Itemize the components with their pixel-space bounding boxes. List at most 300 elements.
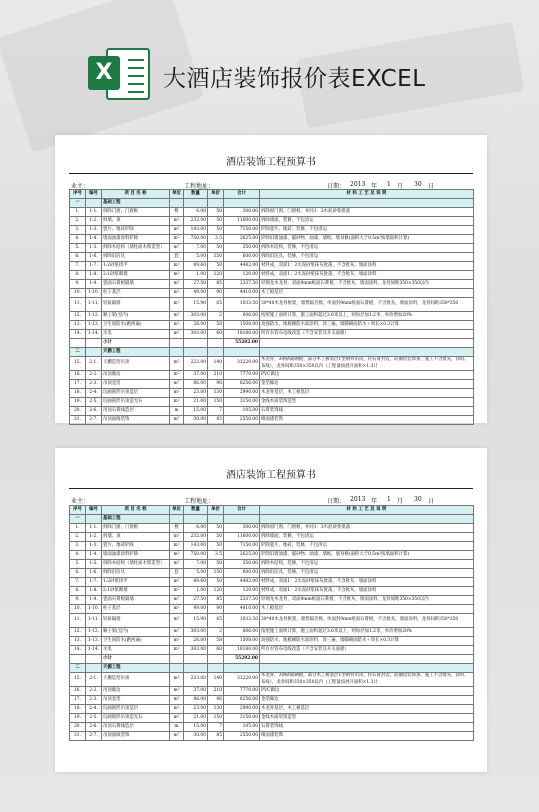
table-cell: 1.00 xyxy=(184,271,208,280)
table-cell: 3. xyxy=(70,542,86,551)
title-underline xyxy=(69,173,473,174)
table-cell: 232.00 xyxy=(184,217,208,226)
table-row xyxy=(70,596,474,605)
table-cell: 13. xyxy=(70,637,86,646)
table-cell: 120 xyxy=(208,587,224,596)
table-cell: 9. xyxy=(70,596,86,605)
table-cell: 10. xyxy=(70,289,86,298)
table-cell: 2550.00 xyxy=(224,732,260,741)
table-row xyxy=(70,226,474,235)
table-cell: 37.00 xyxy=(184,371,208,380)
table-cell: m² xyxy=(170,357,184,371)
table-cell: 柱子基层 xyxy=(102,289,170,298)
table-cell: 细面漆装饰 xyxy=(260,416,474,425)
table-cell: 8256.00 xyxy=(224,696,260,705)
table-cell: 140 xyxy=(208,357,224,371)
table-cell: 21.00 xyxy=(184,714,208,723)
table-cell: 小计 xyxy=(102,655,170,664)
table-cell: 拆除原门窗、门窗框，并同1：3水泥砂浆批荡 xyxy=(260,208,474,217)
table-cell: 拆除木结构（墙柱面木饰造型） xyxy=(102,244,170,253)
table-cell: 13. xyxy=(70,321,86,330)
table-cell: 2-6. xyxy=(86,407,102,416)
table-cell: 15.00 xyxy=(184,723,208,732)
table-cell: 18180.00 xyxy=(224,330,260,339)
meta-date-label: 日期： xyxy=(327,498,346,505)
table-cell: 16. xyxy=(70,371,86,380)
table-cell: 木龙骨基层，木工板基层 xyxy=(260,705,474,714)
table-row xyxy=(70,646,474,655)
table-cell: 2-2. xyxy=(86,371,102,380)
table-cell: 90 xyxy=(208,289,224,298)
table-cell: 2990.00 xyxy=(224,389,260,398)
table-cell: 4. xyxy=(70,551,86,560)
table-cell: 223.00 xyxy=(184,357,208,371)
table-cell: 所有水管布电线改造（不含安装及开关面板） xyxy=(260,330,474,339)
table-cell: 石膏装饰线 xyxy=(260,723,474,732)
sheet-title: 酒店装饰工程预算书 xyxy=(226,157,316,168)
table-cell: 5. xyxy=(70,560,86,569)
table-cell: 2:1砂浆砌墙 xyxy=(102,587,170,596)
table-cell: 高强防水，地板刷防水面涂料，涂三遍，墙脚刷面防水＋周长×0.3计算 xyxy=(260,321,474,330)
table-cell: 1-9. xyxy=(86,596,102,605)
table-cell: 58 xyxy=(208,637,224,646)
table-row xyxy=(70,637,474,646)
table-cell: 轻钢龙木龙骨，双面9mm纸面石膏板，不含批灰，墙面涂料，龙骨间距350×350以内 xyxy=(260,280,474,289)
table-row xyxy=(70,389,474,398)
table-cell: 2337.50 xyxy=(224,596,260,605)
table-cell: 1-10. xyxy=(86,289,102,298)
table-cell: m² xyxy=(170,371,184,380)
table-cell: 30*40木龙骨框架，墙势隔音棉，单面封9mm纸面石膏板，不含批灰，墙面涂料，龙骨间距350*350 xyxy=(260,298,474,312)
table-cell: m² xyxy=(170,628,184,637)
table-cell: m² xyxy=(170,560,184,569)
table-cell: 232.00 xyxy=(184,533,208,542)
table-cell: 27.50 xyxy=(184,596,208,605)
table-cell: 21. xyxy=(70,416,86,425)
table-row xyxy=(70,605,474,614)
table-cell xyxy=(170,664,184,673)
table-cell: 4482.00 xyxy=(224,578,260,587)
table-cell: 玩画圆形吊顶造层 xyxy=(102,705,170,714)
table-cell: 303.00 xyxy=(184,312,208,321)
table-cell: m² xyxy=(170,312,184,321)
column-header: 单价 xyxy=(208,190,224,199)
table-cell: 瓷面石膏板隔墙 xyxy=(102,280,170,289)
table-cell: 1-4. xyxy=(86,235,102,244)
table-cell: 1-8. xyxy=(86,271,102,280)
table-cell: 1508.00 xyxy=(224,321,260,330)
table-cell: 12. xyxy=(70,628,86,637)
table-cell: 7150.00 xyxy=(224,226,260,235)
table-cell: 143.00 xyxy=(184,542,208,551)
table-cell xyxy=(86,339,102,348)
table-cell: 2-5. xyxy=(86,398,102,407)
table-cell: 9. xyxy=(70,280,86,289)
table-cell: 吊顶做边 xyxy=(102,371,170,380)
spreadsheet-preview-bottom xyxy=(55,448,487,772)
table-row xyxy=(70,321,474,330)
table-cell xyxy=(208,339,224,348)
table-row xyxy=(70,407,474,416)
table-cell: 606.00 xyxy=(224,628,260,637)
table-cell xyxy=(184,664,208,673)
table-cell: 按照施工面积计算，施工面积超过3.6米以上，则每层加1.2米，单价增加20% xyxy=(260,312,474,321)
table-cell: 一 xyxy=(70,199,86,208)
table-cell: 6.00 xyxy=(184,208,208,217)
table-cell: 15. xyxy=(70,673,86,687)
table-cell xyxy=(260,664,474,673)
table-cell: 1-6. xyxy=(86,253,102,262)
table-cell: m² xyxy=(170,714,184,723)
table-cell: 玩画圆形吊顶造光石 xyxy=(102,398,170,407)
table-cell: 18. xyxy=(70,389,86,398)
table-cell: PVC做边 xyxy=(260,687,474,696)
table-cell: 3150.00 xyxy=(224,714,260,723)
table-cell: 3150.00 xyxy=(224,398,260,407)
table-cell: 50 xyxy=(208,217,224,226)
table-cell: 49.00 xyxy=(184,289,208,298)
column-header: 单位 xyxy=(170,506,184,515)
table-cell: m² xyxy=(170,673,184,687)
table-row xyxy=(70,298,474,312)
table-cell: 15.00 xyxy=(184,407,208,416)
table-cell: 65 xyxy=(208,298,224,312)
excel-letter-tag: X xyxy=(88,56,120,90)
table-cell xyxy=(70,655,86,664)
table-cell: m² xyxy=(170,705,184,714)
table-cell: 60 xyxy=(208,646,224,655)
table-row xyxy=(70,357,474,371)
table-cell: m² xyxy=(170,542,184,551)
section-row xyxy=(70,664,474,673)
table-row xyxy=(70,398,474,407)
meta-month-unit: 月 xyxy=(397,498,404,505)
table-cell: 材料成，双面1：2水泥砂浆抹灰批荡，不含批灰，墙面涂料 xyxy=(260,262,474,271)
table-cell: 86.00 xyxy=(184,696,208,705)
table-cell: 1033.50 xyxy=(224,614,260,628)
table-cell: 1-1. xyxy=(86,208,102,217)
table-cell xyxy=(184,199,208,208)
table-cell: 轻质隔墙 xyxy=(102,614,170,628)
table-cell: 31220.00 xyxy=(224,673,260,687)
table-cell: 1-11. xyxy=(86,614,102,628)
column-header: 数量 xyxy=(184,190,208,199)
table-cell: 套 xyxy=(170,569,184,578)
table-cell: 1:2砂浆找平 xyxy=(102,578,170,587)
table-cell: m² xyxy=(170,732,184,741)
table-cell xyxy=(86,199,102,208)
table-cell: 11600.00 xyxy=(224,533,260,542)
table-cell: 玩画圆形吊顶造光石 xyxy=(102,714,170,723)
table-cell: 20. xyxy=(70,723,86,732)
table-cell: 11. xyxy=(70,298,86,312)
table-cell: 2-2. xyxy=(86,687,102,696)
column-header: 单位 xyxy=(170,190,184,199)
table-row xyxy=(70,380,474,389)
table-cell: 基础工程 xyxy=(102,515,170,524)
table-cell xyxy=(260,199,474,208)
table-cell: 1-5. xyxy=(86,244,102,253)
meta-month-unit: 月 xyxy=(397,183,404,190)
table-cell: 750.00 xyxy=(184,235,208,244)
table-cell: 150 xyxy=(208,714,224,723)
table-cell xyxy=(208,664,224,673)
table-cell: 2 xyxy=(208,628,224,637)
column-header: 编号 xyxy=(86,190,102,199)
table-row xyxy=(70,244,474,253)
table-cell: 天棚造型吊顶 xyxy=(102,673,170,687)
table-cell: 2-5. xyxy=(86,714,102,723)
table-cell: 130 xyxy=(208,705,224,714)
table-cell: 二 xyxy=(70,348,86,357)
table-cell: m² xyxy=(170,578,184,587)
table-cell: 1-4. xyxy=(86,551,102,560)
table-cell: 1-10. xyxy=(86,605,102,614)
table-row xyxy=(70,280,474,289)
table-cell xyxy=(224,664,260,673)
table-cell: 拆除旧洁具 xyxy=(102,253,170,262)
table-row xyxy=(70,705,474,714)
table-cell: 1-3. xyxy=(86,226,102,235)
table-cell: 墙面油漆涂料铲除 xyxy=(102,551,170,560)
excel-icon xyxy=(88,44,152,104)
table-cell: 150 xyxy=(208,253,224,262)
table-cell: 30.00 xyxy=(184,416,208,425)
table-cell: 6.00 xyxy=(184,524,208,533)
table-cell: 86.00 xyxy=(184,380,208,389)
table-cell: 130 xyxy=(208,389,224,398)
table-cell: 金箔做边 xyxy=(260,696,474,705)
table-cell xyxy=(170,339,184,348)
table-cell: 1-5. xyxy=(86,560,102,569)
table-cell: 1. xyxy=(70,208,86,217)
table-cell: 350.00 xyxy=(224,244,260,253)
table-cell: 小计 xyxy=(102,339,170,348)
table-cell: m² xyxy=(170,605,184,614)
table-cell: 2-4. xyxy=(86,705,102,714)
table-cell: 143.00 xyxy=(184,226,208,235)
table-cell: 2:1砂浆砌墙 xyxy=(102,271,170,280)
table-row xyxy=(70,533,474,542)
table-cell: 铲除瓷片、地砖，装修，不包清运 xyxy=(260,542,474,551)
table-cell: 7770.00 xyxy=(224,687,260,696)
table-cell: 1-13. xyxy=(86,637,102,646)
table-cell: 木龙骨基层，木工板基层 xyxy=(260,389,474,398)
table-cell: m² xyxy=(170,321,184,330)
table-cell: 15.90 xyxy=(184,298,208,312)
sheet-title: 酒店装饰工程预算书 xyxy=(226,470,316,481)
table-cell: 50 xyxy=(208,208,224,217)
table-cell: m² xyxy=(170,235,184,244)
table-cell: 瓷面石膏板隔墙 xyxy=(102,596,170,605)
table-cell: 1-8. xyxy=(86,587,102,596)
table-cell: 吊顶石膏线造层 xyxy=(102,407,170,416)
table-cell: 2. xyxy=(70,533,86,542)
table-cell xyxy=(86,655,102,664)
table-cell: 1.00 xyxy=(184,587,208,596)
table-cell xyxy=(170,199,184,208)
table-cell: m² xyxy=(170,262,184,271)
table-cell xyxy=(184,348,208,357)
table-cell: 150 xyxy=(208,398,224,407)
table-cell xyxy=(260,339,474,348)
table-cell: m² xyxy=(170,551,184,560)
table-cell: m² xyxy=(170,416,184,425)
table-row xyxy=(70,628,474,637)
table-cell: 350.00 xyxy=(224,560,260,569)
table-cell: 铲除旧墙油漆、腻砂物、油漆、墙纸，墙身修(面积大于0.5m²按墙面积计算) xyxy=(260,551,474,560)
table-cell: 7 xyxy=(208,723,224,732)
column-header: 单价 xyxy=(208,506,224,515)
table-cell: 26.00 xyxy=(184,637,208,646)
table-cell: 20. xyxy=(70,407,86,416)
meta-client: 业主： xyxy=(71,183,90,190)
table-cell: 轻质隔墙 xyxy=(102,298,170,312)
table-cell: 16. xyxy=(70,687,86,696)
table-cell: 1-1. xyxy=(86,524,102,533)
table-cell: m² xyxy=(170,533,184,542)
table-cell: 拆墙、顶 xyxy=(102,533,170,542)
table-cell xyxy=(208,655,224,664)
table-cell xyxy=(86,664,102,673)
table-cell: 50 xyxy=(208,262,224,271)
column-header: 数量 xyxy=(184,506,208,515)
column-header: 项 目 名 称 xyxy=(102,190,170,199)
meta-year: 2013 xyxy=(350,181,366,188)
budget-table xyxy=(69,189,474,425)
table-cell: m² xyxy=(170,289,184,298)
table-cell: 一 xyxy=(70,515,86,524)
table-cell: 2-4. xyxy=(86,389,102,398)
table-cell: m² xyxy=(170,217,184,226)
table-cell: 5. xyxy=(70,244,86,253)
table-cell: 21. xyxy=(70,732,86,741)
table-cell: m² xyxy=(170,330,184,339)
meta-project: 工程地址： xyxy=(184,498,215,505)
table-row xyxy=(70,416,474,425)
table-cell: 玩画圆形吊顶造层 xyxy=(102,389,170,398)
table-cell: 17. xyxy=(70,380,86,389)
table-cell: 55202.00 xyxy=(224,655,260,664)
table-cell: 17. xyxy=(70,696,86,705)
table-row xyxy=(70,714,474,723)
column-header: 序号 xyxy=(70,190,86,199)
table-cell xyxy=(260,655,474,664)
table-row xyxy=(70,253,474,262)
table-cell: 套 xyxy=(170,253,184,262)
table-row xyxy=(70,732,474,741)
table-cell: 30*40木龙骨框架，墙势隔音棉，单面封9mm纸面石膏板，不含批灰，墙面涂料，龙骨间距350*350 xyxy=(260,614,474,628)
column-header: 材 料 工 艺 及 说 明 xyxy=(260,506,474,515)
table-cell: 49.00 xyxy=(184,605,208,614)
column-header: 序号 xyxy=(70,506,86,515)
table-cell: 8. xyxy=(70,587,86,596)
column-header: 编号 xyxy=(86,506,102,515)
table-cell: 吊顶金箔 xyxy=(102,696,170,705)
table-cell: 吊顶面线装饰 xyxy=(102,732,170,741)
table-cell: 木工板基层 xyxy=(260,605,474,614)
table-cell: 拆除墙面、装修，不包清运 xyxy=(260,533,474,542)
table-cell: 4410.00 xyxy=(224,289,260,298)
table-row xyxy=(70,235,474,244)
table-cell: 23.00 xyxy=(184,389,208,398)
table-cell: 23.00 xyxy=(184,705,208,714)
table-cell: m² xyxy=(170,380,184,389)
column-header: 材 料 工 艺 及 说 明 xyxy=(260,190,474,199)
table-row xyxy=(70,569,474,578)
table-cell: m xyxy=(170,407,184,416)
meta-year-unit: 年 xyxy=(371,183,378,190)
table-cell: 60 xyxy=(208,330,224,339)
table-cell: 拆除墙面、装修，不包清运 xyxy=(260,217,474,226)
table-cell: 高强防水，地板刷防水面涂料，涂三遍，墙脚刷面防水＋周长×0.3计算 xyxy=(260,637,474,646)
table-cell: 吊顶面线装饰 xyxy=(102,416,170,425)
table-cell: 拆除门窗、门窗框 xyxy=(102,208,170,217)
meta-day: 30 xyxy=(414,496,422,503)
table-cell: 50 xyxy=(208,533,224,542)
table-cell: 瓷片、地砖铲除 xyxy=(102,542,170,551)
table-cell: 3.5 xyxy=(208,235,224,244)
table-cell xyxy=(184,515,208,524)
table-cell: 8256.00 xyxy=(224,380,260,389)
table-cell: 瓷片、地砖铲除 xyxy=(102,226,170,235)
table-cell: 拆除旧洁具 xyxy=(102,569,170,578)
table-cell: 吊顶做边 xyxy=(102,687,170,696)
table-cell: 2625.00 xyxy=(224,235,260,244)
meta-day: 30 xyxy=(414,181,422,188)
table-cell: 拆除原门窗、门窗框，并同1：3水泥砂浆批荡 xyxy=(260,524,474,533)
table-cell: 1-14. xyxy=(86,330,102,339)
table-cell: 303.00 xyxy=(184,646,208,655)
table-cell: 300.00 xyxy=(224,524,260,533)
table-cell: 顺子架(室内) xyxy=(102,312,170,321)
table-cell xyxy=(86,348,102,357)
table-cell: 7. xyxy=(70,262,86,271)
table-row xyxy=(70,330,474,339)
table-cell: 7150.00 xyxy=(224,542,260,551)
table-cell: 金箔做边 xyxy=(260,380,474,389)
table-cell xyxy=(86,515,102,524)
table-cell xyxy=(170,655,184,664)
table-cell: 1033.50 xyxy=(224,298,260,312)
table-cell: 1-11. xyxy=(86,298,102,312)
table-cell: 材料成，双面1：2水泥砂浆抹灰批荡，不含批灰，墙面涂料 xyxy=(260,578,474,587)
table-row xyxy=(70,217,474,226)
table-cell xyxy=(260,515,474,524)
table-cell: 7.00 xyxy=(184,244,208,253)
table-cell: 50 xyxy=(208,244,224,253)
table-cell: 37.00 xyxy=(184,687,208,696)
table-cell: 所有水管布电线改造（不含安装及开关面板） xyxy=(260,646,474,655)
table-cell: 1508.00 xyxy=(224,637,260,646)
table-cell: 吊顶石膏线造层 xyxy=(102,723,170,732)
table-cell: 105.00 xyxy=(224,407,260,416)
table-cell: 31220.00 xyxy=(224,357,260,371)
table-cell: 拆除旧洁具，装修，不包清运 xyxy=(260,569,474,578)
table-cell: 12. xyxy=(70,312,86,321)
table-cell: 120.00 xyxy=(224,587,260,596)
table-cell: 二 xyxy=(70,664,86,673)
section-row xyxy=(70,348,474,357)
table-cell: 150 xyxy=(208,569,224,578)
table-row xyxy=(70,289,474,298)
table-cell: 300.00 xyxy=(224,208,260,217)
meta-month: 1 xyxy=(387,496,391,503)
column-header: 合计 xyxy=(224,190,260,199)
table-cell: 1:2砂浆找平 xyxy=(102,262,170,271)
table-cell: 拆除木结构，装修，不包清运 xyxy=(260,560,474,569)
table-cell: 基础工程 xyxy=(102,199,170,208)
